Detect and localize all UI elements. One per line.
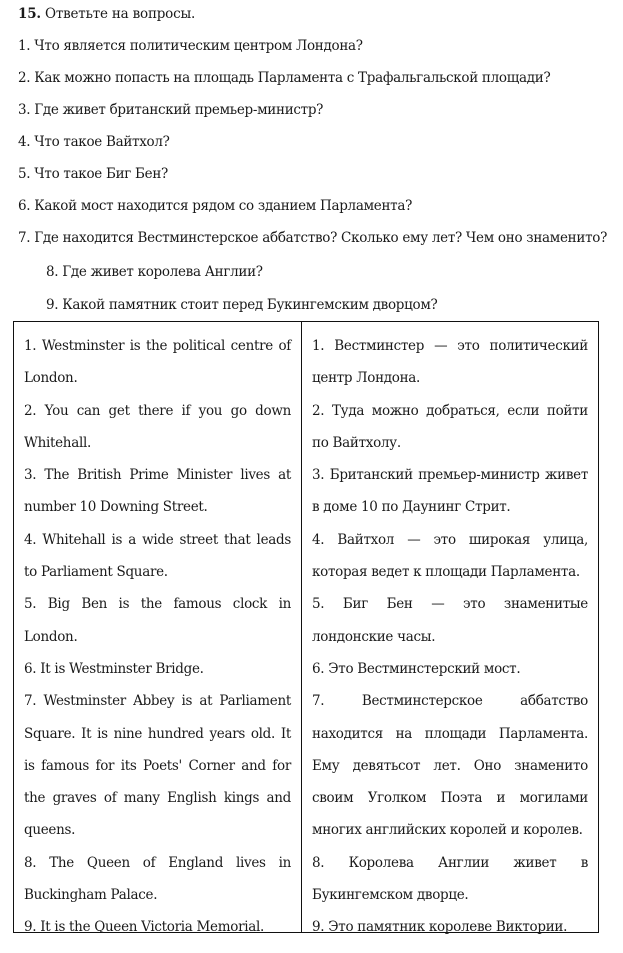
- question-item: 1. Что является политическим центром Лондона?: [18, 38, 363, 54]
- exercise-number: 15.: [18, 6, 41, 22]
- question-item: 5. Что такое Биг Бен?: [18, 166, 168, 182]
- answer-en: 1. Westminster is the political centre of London.: [24, 338, 291, 387]
- answer-ru: 1. Вестминстер — это политический центр Лондона.: [312, 338, 588, 387]
- question-item: 8. Где живет королева Англии?: [46, 264, 263, 280]
- answers-english-column: [14, 322, 302, 936]
- answer-ru: 3. Британский премьер-министр живет в доме 10 по Даунинг Стрит.: [312, 467, 588, 516]
- answer-ru: 6. Это Вестминстерский мост.: [312, 660, 521, 677]
- answer-en: 5. Big Ben is the famous clock in London.: [24, 596, 291, 645]
- question-item: 6. Какой мост находится рядом со зданием Парламента?: [18, 198, 413, 214]
- answer-en: 6. It is Westminster Bridge.: [24, 660, 204, 677]
- answer-en: 9. It is the Queen Victoria Memorial.: [24, 919, 265, 936]
- answer-en: 4. Whitehall is a wide street that leads to Parliament Square.: [24, 531, 291, 581]
- question-item: 3. Где живет британский премьер-министр?: [18, 102, 324, 118]
- exercise-heading: [18, 4, 195, 24]
- question-item: 4. Что такое Вайтхол?: [18, 134, 170, 150]
- answer-en: 2. You can get there if you go down Whitehall.: [24, 402, 291, 451]
- answer-en: 3. The British Prime Minister lives at number 10 Downing Street.: [24, 467, 291, 516]
- question-item: 9. Какой памятник стоит перед Букингемским дворцом?: [46, 297, 438, 313]
- answer-en: 8. The Queen of England lives in Buckingham Palace.: [24, 854, 291, 904]
- answer-ru: 9. Это памятник королеве Виктории.: [312, 919, 568, 936]
- answer-ru: 7. Вестминстерское аббатство находится на площади Парламента. Ему девятьсот лет. Оно знаменито своим Уголком Поэта и могилами многих английских королей и королев.: [312, 693, 588, 839]
- exercise-instruction: Ответьте на вопросы.: [44, 6, 196, 22]
- question-item: 7. Где находится Вестминстерское аббатство? Сколько ему лет? Чем оно знаменито?: [18, 230, 608, 246]
- answer-ru: 2. Туда можно добраться, если пойти по Вайтхолу.: [312, 402, 588, 451]
- answers-table: [13, 321, 599, 936]
- answer-ru: 5. Биг Бен — это знаменитые лондонские часы.: [312, 596, 588, 645]
- answer-ru: 8. Королева Англии живет в Букингемском дворце.: [312, 854, 588, 904]
- answer-ru: 4. Вайтхол — это широкая улица, которая ведет к площади Парламента.: [312, 531, 588, 581]
- answers-russian-column: [302, 322, 598, 936]
- question-item: 2. Как можно попасть на площадь Парламента с Трафальгальской площади?: [18, 70, 551, 86]
- answer-en: 7. Westminster Abbey is at Parliament Square. It is nine hundred years old. It is famous for its Poets' Corner and for the graves of many English kings and queens.: [24, 693, 291, 839]
